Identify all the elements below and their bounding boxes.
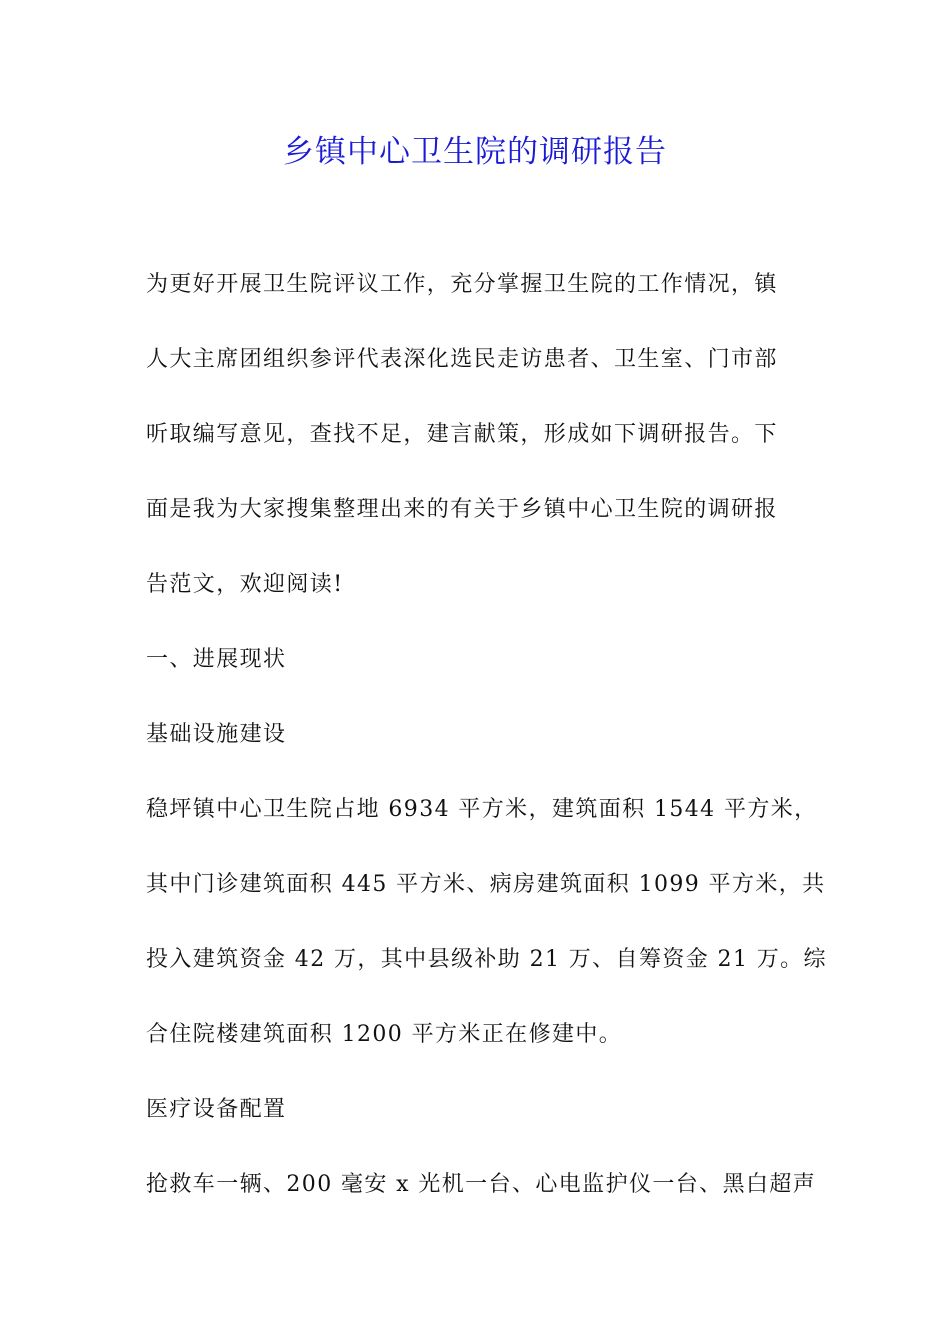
document-title: 乡镇中心卫生院的调研报告 [283, 134, 667, 170]
paragraph-line: 面是我为大家搜集整理出来的有关于乡镇中心卫生院的调研报 [146, 497, 778, 522]
subsection-heading: 基础设施建设 [146, 722, 287, 747]
paragraph-line: 为更好开展卫生院评议工作，充分掌握卫生院的工作情况，镇 [146, 272, 778, 297]
subsection-heading: 医疗设备配置 [146, 1097, 287, 1122]
paragraph-line: 其中门诊建筑面积 445 平方米、病房建筑面积 1099 平方米，共 [146, 872, 826, 897]
paragraph-line: 抢救车一辆、200 毫安 x 光机一台、心电监护仪一台、黑白超声 [146, 1172, 817, 1197]
document-body [146, 266, 827, 1241]
paragraph-line: 人大主席团组织参评代表深化选民走访患者、卫生室、门市部 [146, 347, 778, 372]
paragraph-line: 告范文，欢迎阅读! [146, 572, 344, 597]
paragraph-line: 听取编写意见，查找不足，建言献策，形成如下调研报告。下 [146, 422, 778, 447]
paragraph-line: 稳坪镇中心卫生院占地 6934 平方米，建筑面积 1544 平方米， [146, 797, 818, 822]
paragraph-line: 投入建筑资金 42 万，其中县级补助 21 万、自筹资金 21 万。综 [146, 947, 827, 972]
section-heading: 一、进展现状 [146, 647, 287, 672]
paragraph-line: 合住院楼建筑面积 1200 平方米正在修建中。 [146, 1022, 623, 1047]
